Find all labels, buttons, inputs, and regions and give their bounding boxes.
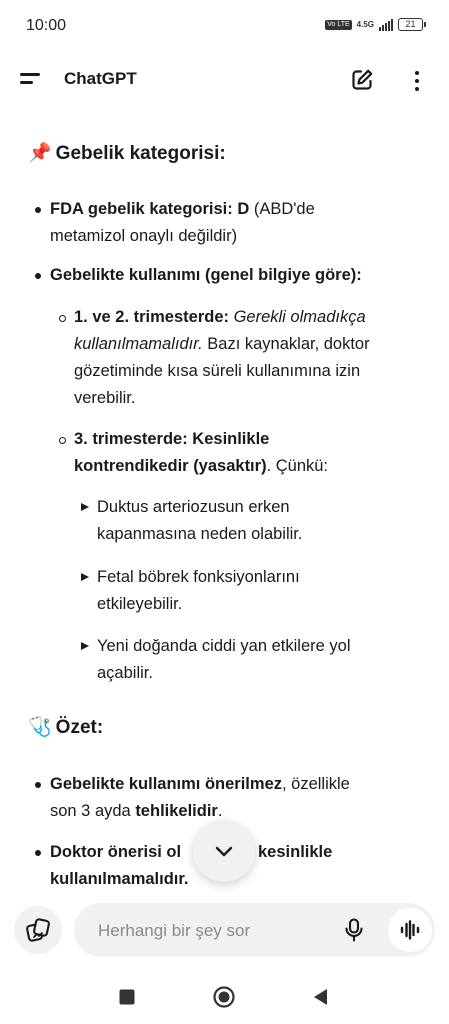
fda-text-line-2: metamizol onaylı değildir) bbox=[50, 227, 238, 245]
edit-icon[interactable] bbox=[349, 67, 375, 93]
voice-mode-icon bbox=[399, 919, 421, 941]
bullet-dot-icon bbox=[35, 273, 41, 279]
status-time: 10:00 bbox=[26, 17, 67, 34]
bullet-triangle-icon bbox=[81, 642, 89, 650]
pregnancy-category-heading bbox=[28, 141, 226, 167]
recents-button[interactable] bbox=[114, 984, 140, 1010]
trimester-12-line-4: verebilir. bbox=[74, 389, 136, 407]
home-button[interactable] bbox=[211, 984, 237, 1010]
network-type: 4.5G bbox=[356, 19, 374, 29]
fda-label: FDA gebelik kategorisi: D bbox=[50, 200, 250, 218]
recents-icon bbox=[118, 988, 136, 1006]
bullet-dot-icon bbox=[35, 850, 41, 856]
trimester-12-line-2 bbox=[74, 331, 370, 358]
pushpin-icon: 📌 bbox=[28, 143, 52, 164]
microphone-icon bbox=[342, 917, 366, 943]
summary-item-1 bbox=[50, 771, 350, 798]
pregnancy-category-title: Gebelik kategorisi: bbox=[55, 143, 226, 164]
trimester-12-text: Bazı kaynaklar, doktor bbox=[202, 335, 370, 353]
trimester-3-line-2 bbox=[74, 453, 328, 480]
bullet-triangle-icon bbox=[81, 573, 89, 581]
summary-item-2: Doktor önerisi ol bbox=[50, 843, 182, 861]
summary-1-text-2: son 3 ayda bbox=[50, 802, 136, 820]
composer bbox=[0, 898, 449, 962]
list-item-usage: Gebelikte kullanımı (genel bilgiye göre): bbox=[50, 266, 362, 284]
voice-mode-button[interactable] bbox=[388, 908, 432, 952]
trimester-12-label: 1. ve 2. trimesterde: bbox=[74, 308, 229, 326]
attach-icon bbox=[25, 917, 51, 943]
bullet-triangle-icon bbox=[81, 503, 89, 511]
home-icon bbox=[212, 985, 236, 1009]
message-input-container bbox=[74, 903, 435, 957]
reason-item: Yeni doğanda ciddi yan etkilere yol bbox=[97, 637, 351, 655]
volte-icon: Vo LTE bbox=[327, 20, 350, 28]
summary-heading bbox=[28, 715, 103, 741]
summary-title: Özet: bbox=[55, 717, 104, 738]
summary-1-bold: Gebelikte kullanımı önerilmez bbox=[50, 775, 282, 793]
bullet-dot-icon bbox=[35, 207, 41, 213]
bullet-ring-icon bbox=[59, 437, 66, 444]
summary-item-1-line-2 bbox=[50, 798, 222, 825]
list-item-trimester-3: 3. trimesterde: Kesinlikle bbox=[74, 430, 270, 448]
trimester-12-line-3: gözetiminde kısa süreli kullanımına izin bbox=[74, 362, 361, 380]
menu-icon[interactable] bbox=[20, 70, 42, 90]
status-bar bbox=[0, 0, 449, 54]
signal-icon bbox=[379, 19, 393, 31]
reason-item: Fetal böbrek fonksiyonlarını bbox=[97, 568, 300, 586]
fda-text: (ABD'de bbox=[249, 200, 315, 218]
system-navigation-bar bbox=[0, 970, 449, 1024]
back-icon bbox=[311, 987, 331, 1007]
reason-item-line-2: açabilir. bbox=[97, 664, 153, 682]
reason-item-line-2: kapanmasına neden olabilir. bbox=[97, 525, 303, 543]
reason-item-line-2: etkileyebilir. bbox=[97, 595, 183, 613]
trimester-3-bold: kontrendikedir (yasaktır) bbox=[74, 457, 267, 475]
list-item-fda bbox=[50, 196, 315, 223]
app-title: ChatGPT bbox=[64, 69, 137, 88]
summary-1-bold-2: tehlikelidir bbox=[135, 802, 218, 820]
reason-item: Duktus arteriozusun erken bbox=[97, 498, 290, 516]
message-input[interactable] bbox=[96, 903, 330, 959]
assistant-message bbox=[0, 106, 449, 902]
summary-1-text: , özellikle bbox=[282, 775, 350, 793]
list-item-trimester-12 bbox=[74, 304, 366, 331]
back-button[interactable] bbox=[308, 984, 334, 1010]
bullet-dot-icon bbox=[35, 782, 41, 788]
trimester-3-text: . Çünkü: bbox=[266, 457, 329, 475]
microphone-button[interactable] bbox=[340, 916, 368, 944]
trimester-12-italic: Gerekli olmadıkça bbox=[229, 308, 366, 326]
app-bar bbox=[0, 54, 449, 106]
summary-item-2-tail: kesinlikle bbox=[258, 843, 333, 861]
bullet-ring-icon bbox=[59, 315, 66, 322]
trimester-12-italic-2: kullanılmamalıdır. bbox=[74, 335, 203, 353]
summary-1-period: . bbox=[217, 802, 223, 820]
scroll-to-bottom-button[interactable] bbox=[193, 820, 255, 882]
chevron-down-icon bbox=[213, 840, 235, 862]
attach-button[interactable] bbox=[14, 906, 62, 954]
more-vertical-icon[interactable] bbox=[408, 68, 426, 94]
stethoscope-icon: 🩺 bbox=[28, 717, 52, 738]
battery-icon: 21 bbox=[398, 18, 423, 31]
summary-item-2-line-2: kullanılmamalıdır. bbox=[50, 870, 189, 888]
status-icons bbox=[325, 18, 423, 31]
